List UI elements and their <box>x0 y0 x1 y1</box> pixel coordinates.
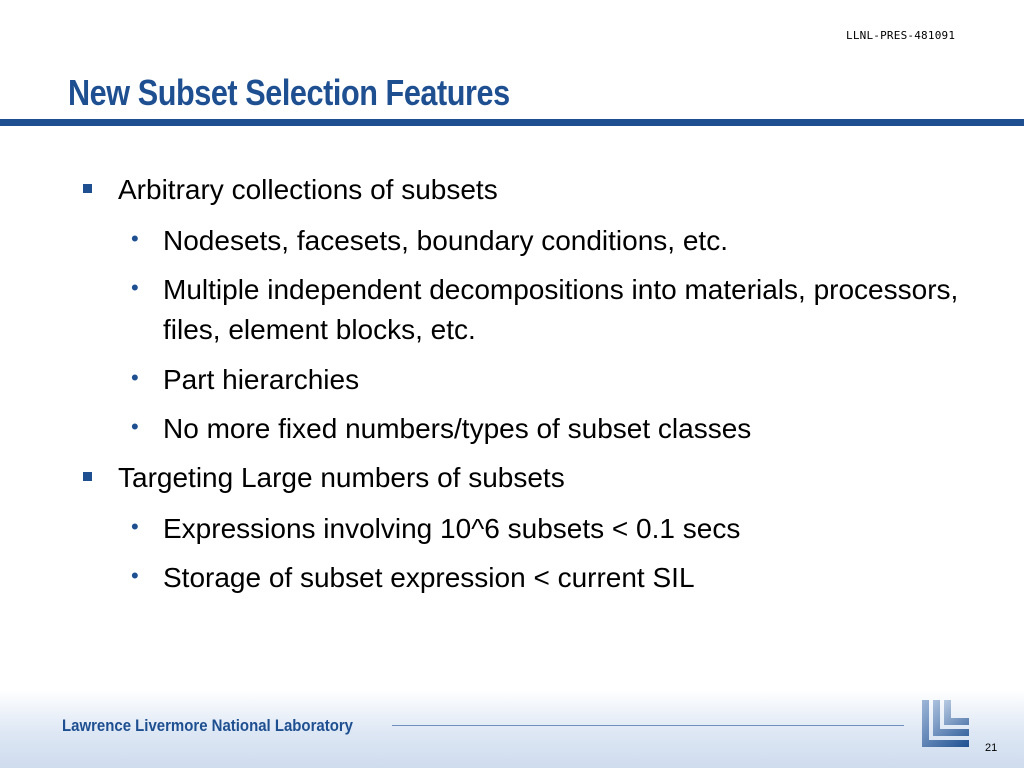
dot-bullet-icon: • <box>131 365 139 390</box>
slide-title: New Subset Selection Features <box>68 72 510 113</box>
dot-bullet-icon: • <box>131 514 139 539</box>
sub-bullet-item: No more fixed numbers/types of subset classes <box>163 413 752 444</box>
dot-bullet-icon: • <box>131 226 139 251</box>
square-bullet-icon <box>83 184 92 193</box>
llnl-logo-icon <box>918 698 974 754</box>
dot-bullet-icon: • <box>131 275 139 300</box>
footer-rule <box>392 725 904 726</box>
dot-bullet-icon: • <box>131 414 139 439</box>
sub-bullet-item: Storage of subset expression < current SIL <box>163 562 695 593</box>
title-rule <box>0 119 1024 126</box>
dot-bullet-icon: • <box>131 563 139 588</box>
square-bullet-icon <box>83 472 92 481</box>
sub-bullet-item: Nodesets, facesets, boundary conditions, etc. <box>163 225 728 256</box>
bullet-item: Targeting Large numbers of subsets <box>118 462 565 493</box>
doc-id: LLNL-PRES-481091 <box>846 29 956 42</box>
bullet-item: Arbitrary collections of subsets <box>118 174 498 205</box>
sub-bullet-item: Part hierarchies <box>163 364 360 395</box>
sub-bullet-item: Expressions involving 10^6 subsets < 0.1 secs <box>163 513 741 544</box>
footer-lab-name: Lawrence Livermore National Laboratory <box>62 716 353 735</box>
page-number: 21 <box>985 742 998 754</box>
sub-bullet-item: Multiple independent decompositions into materials, processors, files, element blocks, etc. <box>163 274 959 345</box>
